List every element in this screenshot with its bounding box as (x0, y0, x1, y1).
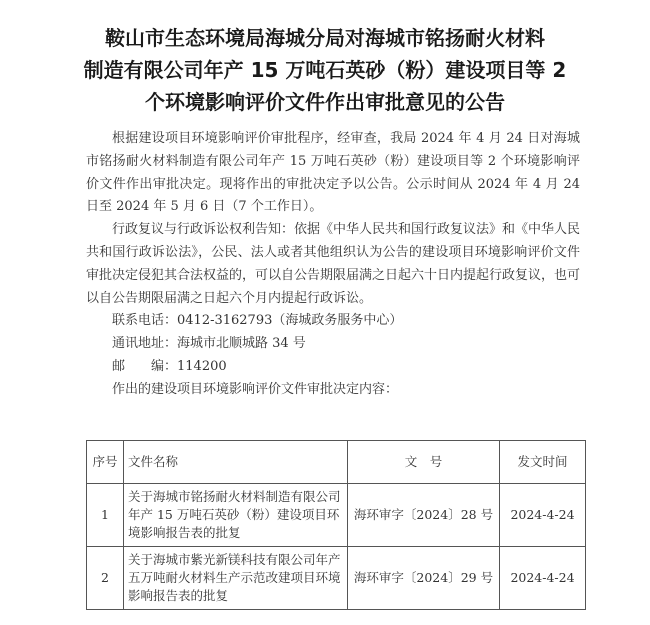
cell-doc-number: 海环审字〔2024〕29 号 (348, 547, 500, 610)
table-row (87, 484, 586, 547)
cell-issue-date: 2024-4-24 (500, 547, 586, 610)
contact-address: 通讯地址：海城市北顺城路 34 号 (112, 336, 306, 352)
header-doc-number: 文 号 (348, 441, 500, 484)
cell-seq: 2 (87, 547, 124, 610)
title-line-2: 制造有限公司年产 15 万吨石英砂（粉）建设项目等 2 (83, 58, 567, 82)
title-line-1: 鞍山市生态环境局海城分局对海城市铭扬耐火材料 (105, 26, 545, 50)
cell-issue-date: 2024-4-24 (500, 484, 586, 547)
decision-table-container (86, 440, 586, 610)
cell-file-name: 关于海城市铭扬耐火材料制造有限公司年产 15 万吨石英砂（粉）建设项目环境影响报告表的批复 (124, 484, 348, 547)
cell-file-name: 关于海城市紫光新镁科技有限公司年产五万吨耐火材料生产示范改建项目环境影响报告表的批复 (124, 547, 348, 610)
announcement-title (20, 22, 630, 118)
table-caption: 作出的建设项目环境影响评价文件审批决定内容： (112, 381, 399, 397)
cell-seq: 1 (87, 484, 124, 547)
cell-doc-number: 海环审字〔2024〕28 号 (348, 484, 500, 547)
contact-postcode: 邮 编：114200 (112, 358, 227, 374)
title-line-3: 个环境影响评价文件作出审批意见的公告 (145, 90, 505, 114)
decision-table (86, 440, 586, 610)
announcement-body (86, 128, 580, 402)
table-row (87, 547, 586, 610)
contact-phone: 联系电话：0412-3162793（海城政务服务中心） (112, 313, 403, 329)
header-file-name: 文件名称 (124, 441, 348, 484)
table-header-row (87, 441, 586, 484)
paragraph-approval-notice: 根据建设项目环境影响评价审批程序，经审查，我局 2024 年 4 月 24 日对海城市铭扬耐火材料制造有限公司年产 15 万吨石英砂（粉）建设项目等 2 个环境影响评价文件作出审批决定。现将作出的审批决定予以公告。公示时间从 2024 年 4 月 24 日至 2024 年 5 月 6 日（7 个工作日）。 (86, 131, 580, 215)
header-issue-date: 发文时间 (500, 441, 586, 484)
header-seq: 序号 (87, 441, 124, 484)
paragraph-legal-rights: 行政复议与行政诉讼权利告知：依据《中华人民共和国行政复议法》和《中华人民共和国行政诉讼法》，公民、法人或者其他组织认为公告的建设项目环境影响评价文件审批决定侵犯其合法权益的，可以自公告期限届满之日起六十日内提起行政复议，也可以自公告期限届满之日起六个月内提起行政诉讼。 (86, 222, 581, 306)
